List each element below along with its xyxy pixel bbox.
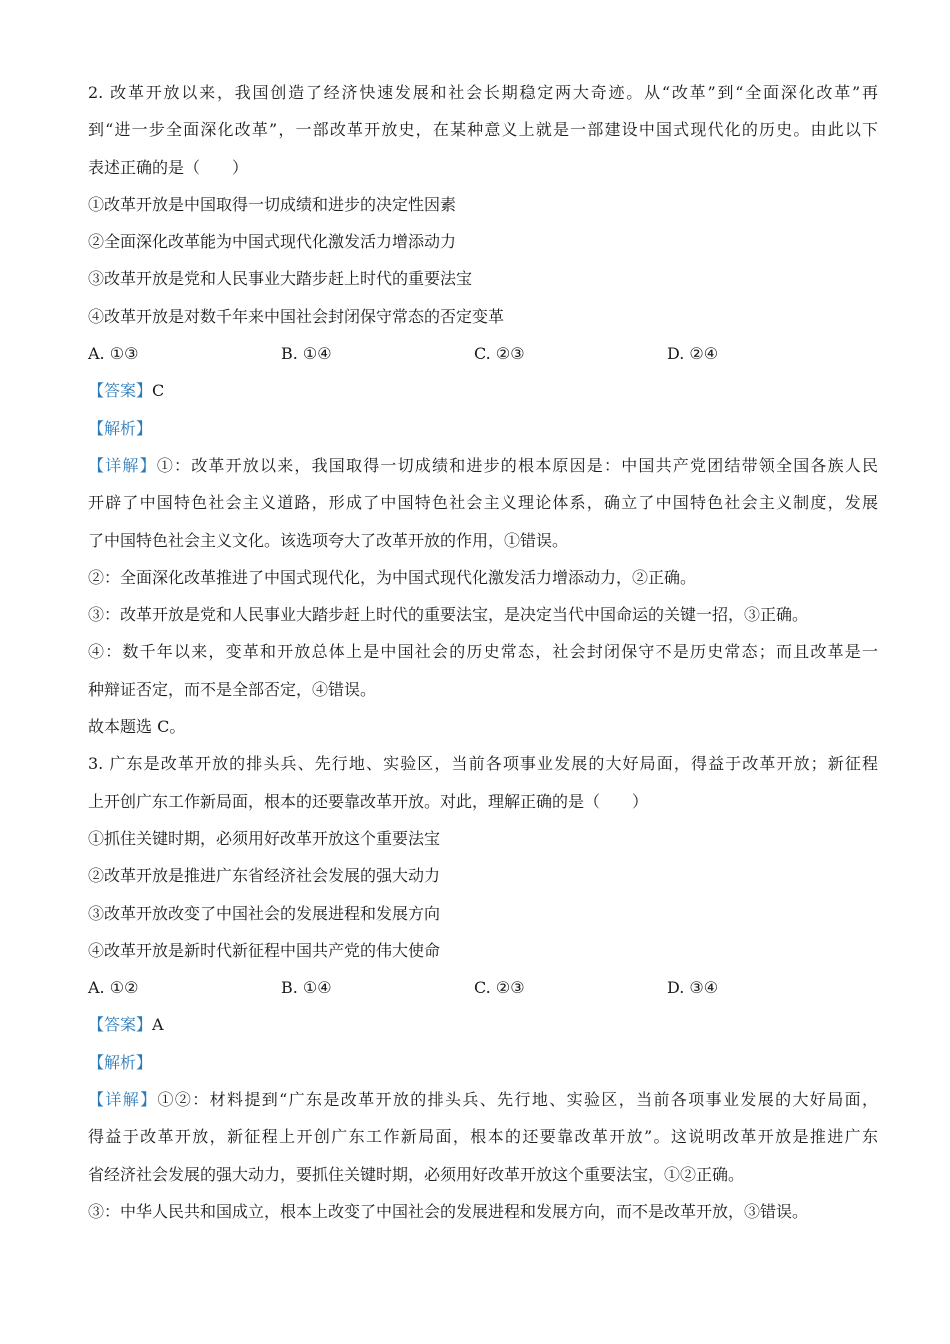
- answer-value: C: [152, 381, 165, 401]
- q3-stem-line: 上开创广东工作新局面，根本的还要靠改革开放。对此，理解正确的是（ ）: [88, 791, 649, 811]
- q3-statement: ③改革开放改变了中国社会的发展进程和发展方向: [88, 903, 441, 923]
- q2-statement: ④改革开放是对数千年来中国社会封闭保守常态的否定变革: [88, 306, 505, 326]
- q3-statement: ④改革开放是新时代新征程中国共产党的伟大使命: [88, 940, 441, 960]
- detail-tag: 【详解】: [88, 1090, 158, 1110]
- q3-option-b: B. ①④: [281, 978, 332, 998]
- q2-statement: ②全面深化改革能为中国式现代化激发活力增添动力: [88, 232, 457, 252]
- detail-text: ①②：材料提到“广东是改革开放的排头兵、先行地、实验区，当前各项事业发展的大好局面，: [157, 1090, 878, 1110]
- q3-options: [88, 969, 878, 1006]
- q2-detail-line: 了中国特色社会主义文化。该选项夸大了改革开放的作用，①错误。: [88, 530, 569, 550]
- q2-statement: ③改革开放是党和人民事业大踏步赶上时代的重要法宝: [88, 269, 473, 289]
- question-3: [88, 745, 878, 1230]
- q3-option-a: A. ①②: [88, 978, 139, 998]
- detail-text: ①：改革开放以来，我国取得一切成绩和进步的根本原因是：中国共产党团结带领全国各族人民: [156, 455, 878, 475]
- q2-stem-line: 到“进一步全面深化改革”，一部改革开放史，在某种意义上就是一部建设中国式现代化的历史。由此以下: [88, 120, 878, 140]
- q2-analysis: [88, 410, 878, 447]
- q2-statement: ①改革开放是中国取得一切成绩和进步的决定性因素: [88, 194, 457, 214]
- q3-stem-line: 3. 广东是改革开放的排头兵、先行地、实验区，当前各项事业发展的大好局面，得益于改革开放；新征程: [88, 754, 878, 774]
- question-2: [88, 74, 878, 745]
- exam-page: [88, 74, 878, 1230]
- q3-statement: ①抓住关键时期，必须用好改革开放这个重要法宝: [88, 828, 441, 848]
- q2-detail-line: [88, 447, 878, 484]
- q3-detail-line: 得益于改革开放，新征程上开创广东工作新局面，根本的还要靠改革开放”。这说明改革开放是推进广东: [88, 1127, 878, 1147]
- q2-detail-line: ④：数千年以来，变革和开放总体上是中国社会的历史常态，社会封闭保守不是历史常态；而且改革是一: [88, 642, 878, 662]
- q3-statement: ②改革开放是推进广东省经济社会发展的强大动力: [88, 866, 441, 886]
- analysis-tag: 【解析】: [88, 1052, 153, 1072]
- q2-detail-line: ②：全面深化改革推进了中国式现代化，为中国式现代化激发活力增添动力，②正确。: [88, 567, 697, 587]
- q2-options: [88, 335, 878, 372]
- q2-conclusion: 故本题选 C。: [88, 717, 186, 737]
- q2-option-b: B. ①④: [281, 344, 332, 364]
- q2-option-d: D. ②④: [667, 344, 719, 364]
- q2-option-a: A. ①③: [88, 344, 139, 364]
- q3-option-c: C. ②③: [474, 978, 525, 998]
- q3-detail-line: 省经济社会发展的强大动力，要抓住关键时期，必须用好改革开放这个重要法宝，①②正确。: [88, 1164, 745, 1184]
- q3-analysis: [88, 1044, 878, 1081]
- answer-tag: 【答案】: [88, 381, 153, 401]
- detail-tag: 【详解】: [88, 455, 157, 475]
- q2-stem-line: 表述正确的是（ ）: [88, 157, 249, 177]
- q2-detail-line: ③：改革开放是党和人民事业大踏步赶上时代的重要法宝，是决定当代中国命运的关键一招，③正确。: [88, 605, 809, 625]
- q2-detail-line: 开辟了中国特色社会主义道路，形成了中国特色社会主义理论体系，确立了中国特色社会主义制度，发展: [88, 493, 878, 513]
- q2-detail-line: 种辩证否定，而不是全部否定，④错误。: [88, 679, 377, 699]
- q3-answer: [88, 1006, 878, 1043]
- q3-detail-line: ③：中华人民共和国成立，根本上改变了中国社会的发展进程和发展方向，而不是改革开放，③错误。: [88, 1201, 809, 1221]
- q2-stem-line: 2. 改革开放以来，我国创造了经济快速发展和社会长期稳定两大奇迹。从“改革”到“全面深化改革”再: [88, 83, 878, 102]
- analysis-tag: 【解析】: [88, 418, 153, 438]
- q3-detail-line: [88, 1081, 878, 1118]
- q3-option-d: D. ③④: [667, 978, 719, 998]
- answer-tag: 【答案】: [88, 1015, 153, 1035]
- q2-option-c: C. ②③: [474, 344, 525, 364]
- q2-answer: [88, 372, 878, 409]
- answer-value: A: [152, 1015, 164, 1035]
